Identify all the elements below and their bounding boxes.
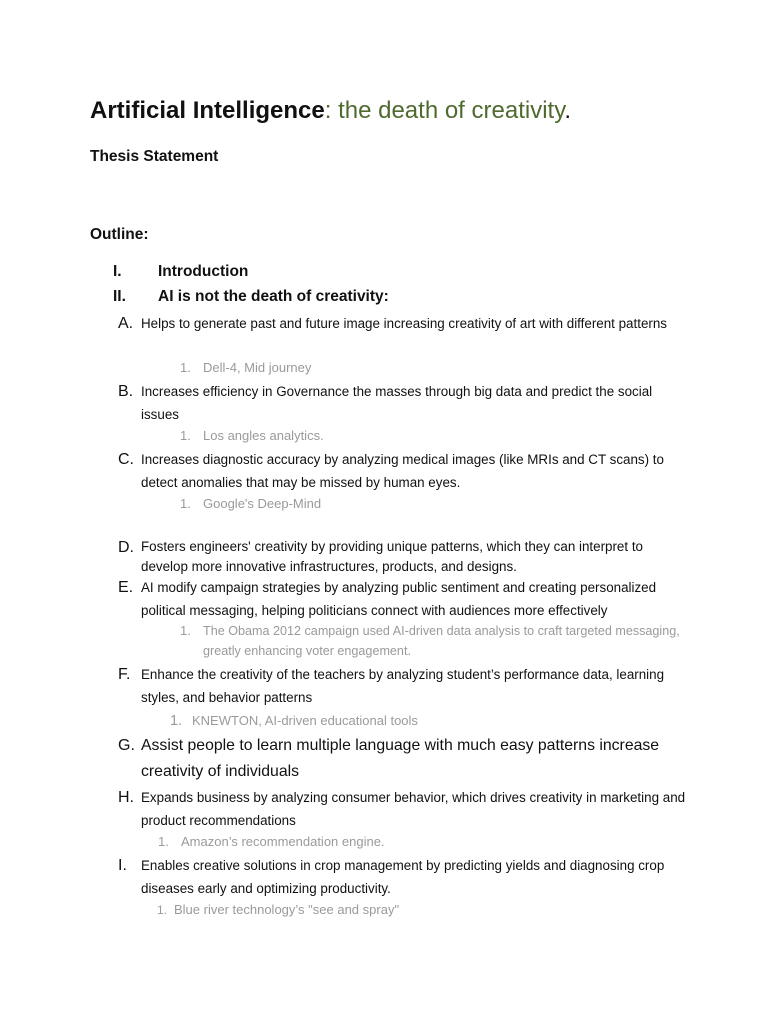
sub-item-number: 1. (180, 496, 191, 511)
item-text: Enables creative solutions in crop management by predicting yields and diagnosing crop diseases early and optimizing productivity. (141, 858, 665, 896)
title-main: Artificial Intelligence (90, 97, 325, 124)
section-label: Introduction (158, 263, 249, 280)
document-title (90, 95, 571, 127)
sub-item-number: 1. (158, 834, 169, 849)
sub-item-text: Amazon’s recommendation engine. (181, 834, 385, 849)
sub-item-text: Google's Deep-Mind (203, 496, 322, 511)
title-period: . (564, 97, 572, 124)
item-letter: G. (118, 737, 135, 754)
item-text: Fosters engineers' creativity by providing unique patterns, which they can interpret to develop more innovative infrastructures, products, and designs. (141, 539, 643, 574)
sub-item-number: 1. (180, 360, 191, 375)
item-letter: A. (118, 315, 134, 332)
item-text: Expands business by analyzing consumer behavior, which drives creativity in marketing and product recommendations (141, 790, 686, 828)
item-text: Enhance the creativity of the teachers by analyzing student’s performance data, learning styles, and behavior patterns (141, 667, 665, 705)
outline-heading: Outline: (90, 226, 149, 243)
item-text: Helps to generate past and future image increasing creativity of art with different patterns (141, 316, 667, 331)
sub-item-number: 1. (180, 623, 191, 638)
sub-item-number: 1. (157, 903, 168, 917)
item-letter: E. (118, 579, 134, 596)
section-number: II. (113, 288, 126, 305)
sub-item-number: 1. (180, 428, 191, 443)
title-subtitle: : the death of creativity (324, 97, 565, 124)
item-text: Increases diagnostic accuracy by analyzing medical images (like MRIs and CT scans) to detect anomalies that may be missed by human eyes. (141, 452, 664, 490)
item-letter: H. (118, 789, 134, 806)
item-text: Assist people to learn multiple language with much easy patterns increase creativity of individuals (141, 737, 660, 780)
item-letter: C. (118, 451, 134, 468)
sub-item-text: Blue river technology’s "see and spray" (174, 902, 400, 917)
thesis-heading: Thesis Statement (90, 148, 219, 165)
section-label: AI is not the death of creativity: (158, 288, 389, 305)
sub-item-text: Los angles analytics. (203, 428, 324, 443)
item-text: AI modify campaign strategies by analyzing public sentiment and creating personalized political messaging, helping politicians connect with audiences more effectively (141, 580, 657, 618)
item-text: Increases efficiency in Governance the masses through big data and predict the social issues (141, 384, 653, 422)
sub-item-text: The Obama 2012 campaign used AI-driven data analysis to craft targeted messaging, greatly enhancing voter engagement. (203, 624, 680, 658)
item-letter: B. (118, 383, 134, 400)
sub-item-text: KNEWTON, AI-driven educational tools (192, 713, 418, 728)
sub-item-text: Dell-4, Mid journey (203, 360, 312, 375)
item-letter: F. (118, 666, 131, 683)
item-letter: D. (118, 539, 134, 556)
section-number: I. (113, 263, 122, 280)
sub-item-number: 1. (170, 713, 183, 729)
item-letter: I. (118, 857, 127, 874)
